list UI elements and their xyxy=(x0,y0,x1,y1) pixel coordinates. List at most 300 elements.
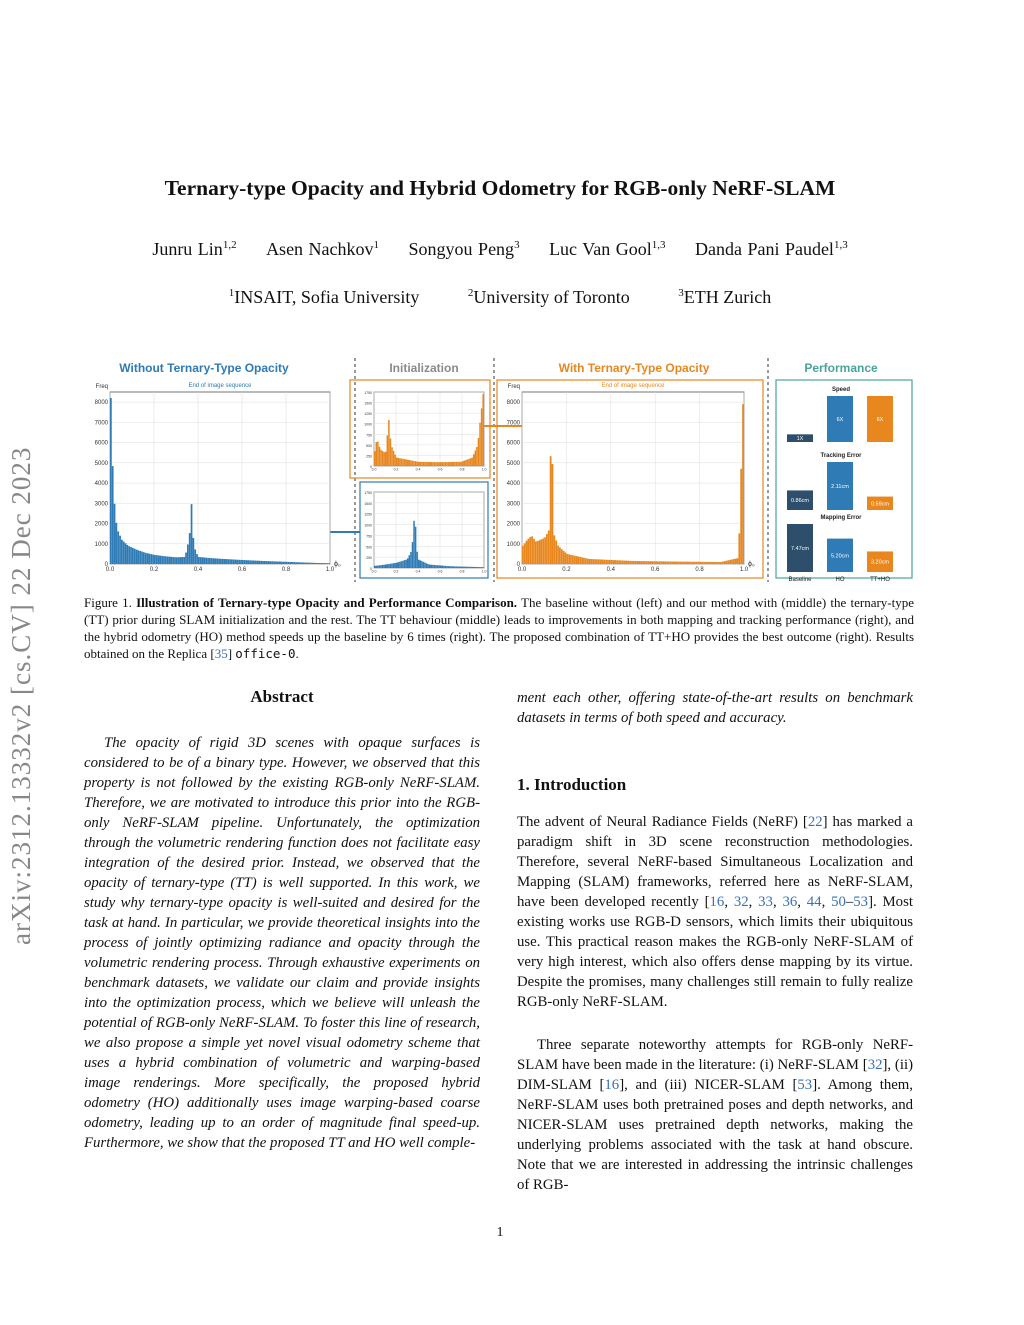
histogram-bar xyxy=(125,543,127,564)
y-tick-label: 500 xyxy=(366,443,372,448)
histogram-bar xyxy=(413,461,414,466)
histogram-bar xyxy=(310,563,312,564)
perf-data-label: 5.20cm xyxy=(830,553,850,560)
histogram-bar xyxy=(196,554,198,564)
histogram-bar xyxy=(482,567,483,568)
histogram-bar xyxy=(437,565,438,568)
histogram-bar xyxy=(522,546,524,564)
histogram-bar xyxy=(257,561,259,564)
histogram-bar xyxy=(167,557,169,564)
y-axis-label: Freq xyxy=(507,384,520,390)
histogram-bar xyxy=(253,561,255,564)
histogram-bar xyxy=(233,560,235,564)
histogram-bar xyxy=(666,561,668,564)
perf-data-label: 0.86cm xyxy=(790,498,810,505)
histogram-bar xyxy=(227,559,229,564)
histogram-bar xyxy=(277,561,279,564)
histogram-bar xyxy=(442,462,443,466)
perf-category-label: TT+HO xyxy=(870,577,890,583)
histogram-bar xyxy=(670,561,672,564)
histogram-bar xyxy=(388,420,389,466)
histogram-bar xyxy=(468,567,469,568)
histogram-bar xyxy=(377,565,378,568)
histogram-bar xyxy=(180,557,182,564)
histogram-bar xyxy=(681,562,683,564)
histogram-bar xyxy=(478,438,479,466)
histogram-bar xyxy=(722,562,724,564)
histogram-bar xyxy=(284,562,286,564)
histogram-bar xyxy=(440,565,441,568)
histogram-bar xyxy=(382,565,383,568)
figure-caption xyxy=(84,594,914,662)
histogram-bar xyxy=(731,559,733,564)
histogram-bar xyxy=(390,438,391,466)
histogram-bar xyxy=(663,561,665,564)
histogram-bar xyxy=(672,562,674,564)
histogram-bar xyxy=(383,565,384,568)
para-text: The advent of Neural Radiance Fields (NeRF) [ xyxy=(517,814,808,830)
y-tick-label: 0 xyxy=(370,567,372,571)
histogram-bar xyxy=(169,557,171,564)
histogram-bar xyxy=(165,556,167,564)
intro-paragraph-2 xyxy=(517,1035,913,1195)
figure-1 xyxy=(84,354,914,584)
histogram-bar xyxy=(110,398,112,564)
citation-link[interactable]: 16 xyxy=(604,1077,620,1093)
histogram-bar xyxy=(306,563,308,564)
histogram-bar xyxy=(413,521,414,568)
histogram-bar xyxy=(557,546,559,564)
para-text: , xyxy=(748,894,759,910)
histogram-bar xyxy=(270,561,272,564)
y-tick-label: 8000 xyxy=(506,400,520,407)
histogram-bar xyxy=(594,559,596,564)
histogram-bar xyxy=(529,537,531,564)
histogram-bar xyxy=(457,462,458,466)
histogram-bar xyxy=(716,562,718,564)
histogram-bar xyxy=(431,565,432,568)
histogram-bar xyxy=(432,462,433,466)
y-tick-label: 0 xyxy=(516,562,520,568)
histogram-bar xyxy=(323,563,325,564)
histogram-bar xyxy=(420,462,421,466)
histogram-bar xyxy=(121,540,123,564)
histogram-bar xyxy=(374,451,375,466)
histogram-bar xyxy=(618,560,620,564)
histogram-bar xyxy=(533,539,535,564)
citation-link[interactable]: 35 xyxy=(214,646,228,661)
para-text: ], and (iii) NICER-SLAM [ xyxy=(619,1077,798,1093)
histogram-bar xyxy=(426,563,427,568)
histogram-bar xyxy=(583,558,585,564)
histogram-bar xyxy=(650,561,652,564)
histogram-bar xyxy=(609,560,611,564)
histogram-bar xyxy=(640,561,642,564)
x-tick-label: 0.0 xyxy=(105,567,115,573)
histogram-bar xyxy=(432,565,433,568)
histogram-bar xyxy=(679,562,681,564)
histogram-bar xyxy=(394,455,395,466)
histogram-bar xyxy=(328,563,330,564)
histogram-bar xyxy=(427,462,428,466)
histogram-bar xyxy=(128,546,130,564)
x-tick-label: 1.0 xyxy=(739,567,749,573)
histogram-bar xyxy=(193,538,195,564)
author-name: Luc Van Gool xyxy=(549,239,652,259)
author xyxy=(152,239,236,259)
histogram-bar xyxy=(409,555,410,568)
histogram-bar xyxy=(399,562,400,568)
histogram-bar xyxy=(648,561,650,564)
author xyxy=(549,239,665,259)
histogram-bar xyxy=(312,563,314,564)
histogram-bar xyxy=(213,558,215,564)
histogram-bar xyxy=(301,562,303,564)
histogram-bar xyxy=(387,435,388,466)
histogram-bar xyxy=(600,559,602,564)
histogram-bar xyxy=(566,554,568,564)
abstract-continued: ment each other, offering state-of-the-art results on benchmark datasets in terms of both speed and accuracy. xyxy=(517,690,913,726)
histogram-bar xyxy=(235,560,237,564)
x-tick-label: 0.6 xyxy=(237,567,247,573)
perf-data-label: 6X xyxy=(876,417,884,423)
histogram-bar xyxy=(448,462,449,466)
histogram-bar xyxy=(279,562,281,564)
x-tick-label: 0.6 xyxy=(437,569,443,574)
histogram-bar xyxy=(178,557,180,564)
x-tick-label: 0.4 xyxy=(193,567,203,573)
histogram-bar xyxy=(163,556,165,564)
histogram-bar xyxy=(467,567,468,568)
histogram-bar xyxy=(156,555,158,564)
histogram-bar xyxy=(127,545,129,564)
citation-link[interactable]: 36 xyxy=(782,894,798,910)
histogram-bar xyxy=(268,561,270,564)
plot-frame xyxy=(374,492,484,568)
histogram-bar xyxy=(394,563,395,568)
histogram-bar xyxy=(456,566,457,568)
citation-link[interactable]: 16 xyxy=(709,894,725,910)
histogram-bar xyxy=(379,565,380,568)
histogram-bar xyxy=(136,550,138,564)
annotation-text: End of image sequence xyxy=(188,383,252,389)
histogram-bar xyxy=(401,459,402,466)
histogram-bar xyxy=(690,562,692,564)
histogram-bar xyxy=(374,566,375,568)
histogram-bar xyxy=(696,562,698,564)
histogram-bar xyxy=(689,562,691,564)
y-tick-label: 750 xyxy=(366,433,372,438)
intro-heading: 1. Introduction xyxy=(517,775,627,794)
histogram-bar xyxy=(431,462,432,466)
histogram-bar xyxy=(454,566,455,568)
caption-code: office-0 xyxy=(235,646,296,661)
para-text: ]. Most existing works use RGB-D sensors, which limits their ubiquitous use. This practical reason makes the RGB-only NeRF-SLAM of very high interest, which also offers dense mapping by its virtue. Despite the promises, many challenges still remain to fully realize RGB-only NeRF-SLAM. xyxy=(517,894,913,1010)
histogram-bar xyxy=(404,560,405,568)
histogram-bar xyxy=(149,554,151,564)
histogram-bar xyxy=(589,559,591,564)
histogram-bar xyxy=(473,454,474,466)
y-tick-label: 250 xyxy=(366,454,372,459)
histogram-bar xyxy=(385,565,386,568)
citation-link[interactable]: 32 xyxy=(733,894,749,910)
histogram-bar xyxy=(585,558,587,564)
histogram-bar xyxy=(182,557,184,564)
affil-name: ETH Zurich xyxy=(683,287,772,307)
histogram-bar xyxy=(402,459,403,466)
histogram-bar xyxy=(737,558,739,564)
histogram-bar xyxy=(528,539,530,564)
histogram-bar xyxy=(158,555,160,564)
x-tick-label: 0.2 xyxy=(562,567,571,573)
author-sup: 1,2 xyxy=(222,239,237,251)
histogram-bar xyxy=(292,562,294,564)
x-tick-label: 0.4 xyxy=(415,467,421,472)
histogram-bar xyxy=(445,462,446,466)
citation-link[interactable]: 33 xyxy=(758,894,773,910)
histogram-bar xyxy=(160,556,162,564)
histogram-bar xyxy=(546,534,548,564)
affil-sup: 3 xyxy=(678,287,684,299)
histogram-bar xyxy=(231,559,233,564)
histogram-bar xyxy=(711,562,713,564)
histogram-bar xyxy=(304,563,306,564)
para-text: – xyxy=(845,894,854,910)
histogram-bar xyxy=(424,563,425,568)
histogram-bar xyxy=(657,561,659,564)
y-tick-label: 1750 xyxy=(364,391,372,395)
histogram-bar xyxy=(317,563,319,564)
histogram-bar xyxy=(729,560,731,564)
histogram-bar xyxy=(412,461,413,466)
histogram-bar xyxy=(387,564,388,568)
x-tick-label: 0.0 xyxy=(517,567,527,573)
histogram-bar xyxy=(238,560,240,564)
histogram-bar xyxy=(698,562,700,564)
histogram-bar xyxy=(205,558,207,564)
y-tick-label: 5000 xyxy=(94,460,108,467)
histogram-bar xyxy=(421,561,422,568)
histogram-bar xyxy=(202,557,204,564)
histogram-bar xyxy=(429,462,430,466)
citation-link[interactable]: 53 xyxy=(797,1077,813,1093)
histogram-bar xyxy=(194,549,196,564)
histogram-bar xyxy=(631,561,633,564)
histogram-bar xyxy=(405,459,406,466)
y-tick-label: 1000 xyxy=(94,541,108,548)
panel-title-without: Without Ternary-Type Opacity xyxy=(119,361,289,375)
histogram-bar xyxy=(143,552,145,564)
perf-subtitle: Mapping Error xyxy=(820,515,862,521)
histogram-bar xyxy=(659,561,661,564)
y-axis-label: Freq xyxy=(95,384,108,390)
histogram-bar xyxy=(141,552,143,564)
citation-link[interactable]: 50 xyxy=(831,894,846,910)
caption-text: The baseline without (left) and our method with (middle) the ternary-type (TT) prior during SLAM initialization and the rest. The TT behaviour (middle) leads to improvements in both mapping and tracking performance (right), and the hybrid odometry (HO) method speeds up the baseline by 6 times (right). The proposed combination of TT+HO provides the best outcome (right). Results obtained on the Replica [ xyxy=(84,595,915,661)
histogram-bar xyxy=(637,561,639,564)
para-text: , xyxy=(772,894,783,910)
x-tick-label: 0.6 xyxy=(651,567,660,573)
histogram-bar xyxy=(379,447,380,466)
para-text: ] has marked a paradigm shift in 3D scene reconstruction methodologies. Therefore, several NeRF-based Simultaneous Localization and Mapping (SLAM) frameworks, referred here as NeRF-SLAM, have been developed recently [ xyxy=(517,814,913,910)
histogram-bar xyxy=(376,566,377,568)
panel-title-with: With Ternary-Type Opacity xyxy=(558,361,710,375)
histogram-bar xyxy=(134,549,136,564)
histogram-bar xyxy=(412,542,413,568)
histogram-bar xyxy=(264,561,266,564)
histogram-bar xyxy=(187,544,189,564)
histogram-bar xyxy=(446,462,447,466)
x-tick-label: 0.2 xyxy=(393,467,399,472)
perf-data-label: 2.11cm xyxy=(831,484,849,490)
histogram-bar xyxy=(674,562,676,564)
histogram-bar xyxy=(273,561,275,564)
histogram-bar xyxy=(550,456,552,564)
citation-link[interactable]: 22 xyxy=(807,814,823,830)
perf-data-label: 0.59cm xyxy=(870,501,890,508)
author-name: Songyou Peng xyxy=(408,239,515,259)
x-tick-label: 0.8 xyxy=(695,567,704,573)
citation-link[interactable]: 32 xyxy=(867,1057,883,1073)
histogram-bar xyxy=(282,562,284,564)
histogram-bar xyxy=(421,462,422,466)
perf-data-label: 1X xyxy=(796,436,804,443)
histogram-bar xyxy=(462,461,463,466)
affil-name: INSAIT, Sofia University xyxy=(234,287,420,307)
histogram-bar xyxy=(526,541,528,564)
histogram-bar xyxy=(720,562,722,564)
histogram-bar xyxy=(563,551,565,564)
histogram-bar xyxy=(393,563,394,568)
perf-data-label: 3.20cm xyxy=(870,559,890,566)
y-tick-label: 1250 xyxy=(364,412,372,417)
plot-frame xyxy=(110,392,330,564)
histogram-bar xyxy=(464,567,465,568)
x-tick-label: 1.0 xyxy=(325,567,335,573)
histogram-bar xyxy=(738,533,740,564)
author-sup: 3 xyxy=(514,239,520,251)
author-sup: 1,3 xyxy=(651,239,666,251)
histogram-bar xyxy=(251,560,253,564)
histogram-bar xyxy=(713,562,715,564)
histogram-bar xyxy=(694,562,696,564)
histogram-bar xyxy=(119,536,121,564)
paper-title: Ternary-type Opacity and Hybrid Odometry for RGB-only NeRF-SLAM xyxy=(164,176,836,200)
histogram-bar xyxy=(281,562,283,564)
histogram-bar xyxy=(727,560,729,564)
histogram-bar xyxy=(409,460,410,466)
histogram-bar xyxy=(726,561,728,564)
histogram-bar xyxy=(189,533,191,564)
histogram-bar xyxy=(655,561,657,564)
histogram-bar xyxy=(462,567,463,568)
histogram-bar xyxy=(139,551,141,564)
histogram-bar xyxy=(701,562,703,564)
histogram-bar xyxy=(415,461,416,466)
histogram-bar xyxy=(132,548,134,564)
plot-frame xyxy=(522,392,744,564)
panel-title-init: Initialization xyxy=(389,361,459,375)
y-tick-label: 7000 xyxy=(94,420,108,427)
y-tick-label: 1750 xyxy=(364,491,372,495)
histogram-bar xyxy=(429,565,430,568)
histogram-bar xyxy=(275,561,277,564)
y-tick-label: 3000 xyxy=(506,501,520,508)
histogram-bar xyxy=(578,557,580,564)
histogram-bar xyxy=(398,458,399,466)
histogram-bar xyxy=(620,560,622,564)
histogram-bar xyxy=(382,451,383,466)
histogram-bar xyxy=(415,527,416,568)
y-tick-label: 3000 xyxy=(94,501,108,508)
histogram-bar xyxy=(416,552,417,568)
histogram-bar xyxy=(376,442,377,466)
histogram-bar xyxy=(460,567,461,568)
histogram-bar xyxy=(572,555,574,564)
histogram-bar xyxy=(259,561,261,564)
histogram-bar xyxy=(565,553,567,564)
histogram-bar xyxy=(611,560,613,564)
x-tick-label: 0.0 xyxy=(371,569,377,574)
citation-link[interactable]: 53 xyxy=(853,894,869,910)
affiliation-list xyxy=(0,287,1000,308)
histogram-bar xyxy=(154,555,156,564)
histogram-bar xyxy=(418,462,419,466)
y-tick-label: 0 xyxy=(370,465,372,469)
histogram-bar xyxy=(407,460,408,466)
histogram-bar xyxy=(476,567,477,568)
histogram-bar xyxy=(325,563,327,564)
para-text: ], (ii) DIM-SLAM [ xyxy=(517,1057,913,1093)
y-tick-label: 1000 xyxy=(506,541,520,548)
histogram-bar xyxy=(246,560,248,564)
histogram-bar xyxy=(559,547,561,564)
histogram-bar xyxy=(319,563,321,564)
caption-label: Figure 1. xyxy=(84,595,132,610)
histogram-bar xyxy=(622,560,624,564)
x-axis-label: ϕ₀ xyxy=(748,561,755,568)
author xyxy=(266,239,379,259)
histogram-bar xyxy=(418,560,419,568)
histogram-bar xyxy=(576,556,578,564)
histogram-bar xyxy=(646,561,648,564)
histogram-bar xyxy=(465,567,466,568)
histogram-bar xyxy=(404,459,405,466)
histogram-bar xyxy=(451,566,452,568)
histogram-bar xyxy=(209,558,211,564)
histogram-bar xyxy=(226,559,228,564)
histogram-bar xyxy=(475,451,476,466)
histogram-bar xyxy=(590,559,592,564)
histogram-bar xyxy=(603,560,605,564)
affil-name: University of Toronto xyxy=(473,287,630,307)
histogram-bar xyxy=(541,539,543,564)
histogram-bar xyxy=(535,541,537,564)
histogram-bar xyxy=(457,566,458,568)
histogram-bar xyxy=(293,562,295,564)
histogram-bar xyxy=(471,458,472,466)
histogram-bar xyxy=(703,562,705,564)
citation-link[interactable]: 44 xyxy=(806,894,822,910)
histogram-bar xyxy=(468,459,469,466)
histogram-bar xyxy=(616,560,618,564)
histogram-bar xyxy=(718,562,720,564)
histogram-bar xyxy=(185,553,187,564)
histogram-bar xyxy=(707,562,709,564)
abstract-heading: Abstract xyxy=(250,687,314,706)
perf-category-label: HO xyxy=(835,577,845,583)
histogram-bar xyxy=(442,566,443,568)
